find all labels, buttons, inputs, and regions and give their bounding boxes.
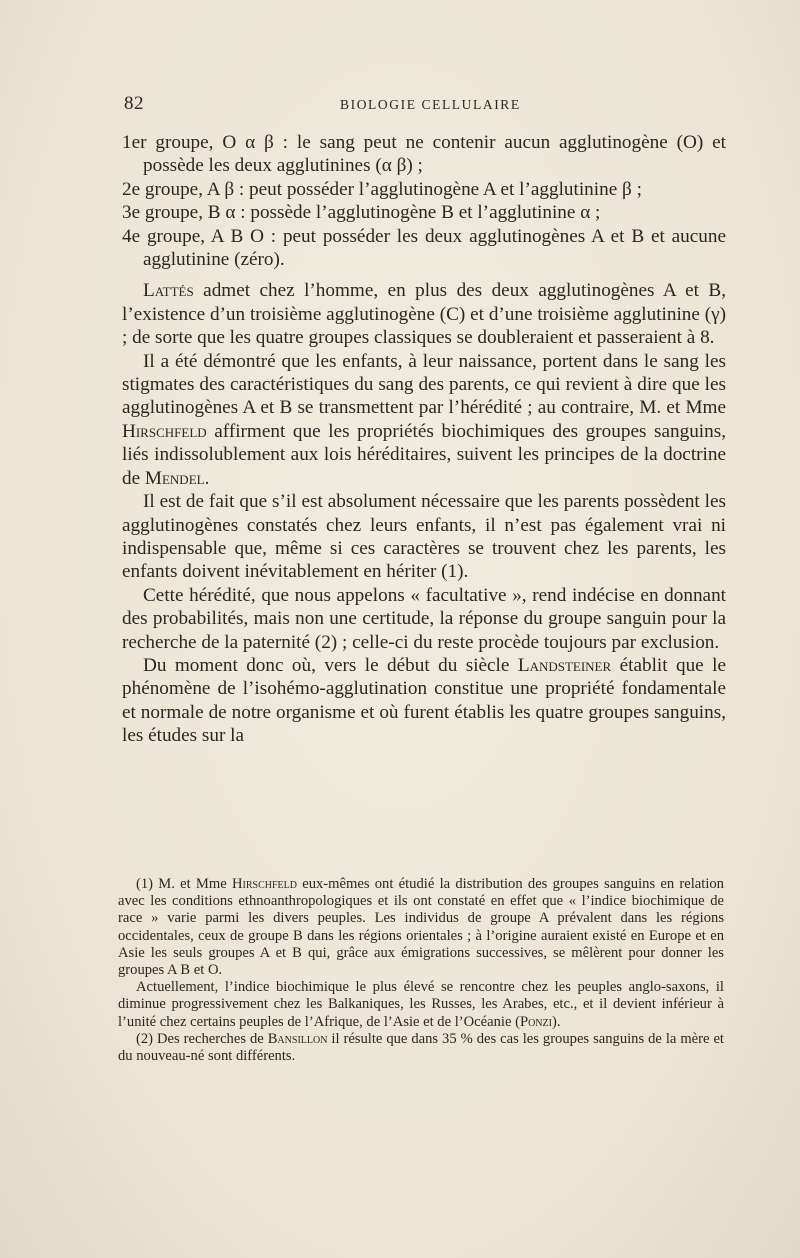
paragraph-text: admet chez l’homme, en plus des deux agglutinogènes A et B, l’existence d’un troisième agglutinogène (C) et d’une troisième agglutinine (γ) ; de sorte que les quatre groupes classiques se doubleraient et passeraient à 8. (122, 280, 726, 349)
footnote-2 (118, 1031, 724, 1065)
author-name: Hirschfeld (122, 420, 207, 442)
body-text (122, 131, 726, 748)
author-name: Bansillon (267, 1030, 328, 1047)
page-header (124, 93, 724, 117)
footnote-text: il résulte que dans 35 % des cas les groupes sanguins de la mère et du nouveau-né sont différents. (118, 1030, 724, 1065)
author-name: Landsteiner (517, 654, 612, 676)
footnote-text: ). (551, 1013, 561, 1030)
footnote-text: eux-mêmes ont étudié la distribution des groupes sanguins en relation avec les conditions ethnoanthropologiques et ils ont constaté en effet que « l’indice biochimique de race » varie parmi les divers peuples. Les individus de groupe A prévalent dans les régions occidentales, ceux de groupe B dans les régions orientales ; à l’origine auraient existé en Europe et en Asie les seuls groupes A et B qui, grâce aux émigrations successives, se mêlèrent pour donner les groupes A B et O. (118, 876, 724, 979)
author-name: Mendel (144, 467, 205, 489)
group-item-1: 1er groupe, O α β : le sang peut ne contenir aucun agglutinogène (O) et possède les deux agglutinines (α β) ; (122, 132, 726, 177)
group-item-4: 4e groupe, A B O : peut posséder les deux agglutinogènes A et B et aucune agglutinine (zéro). (122, 225, 726, 271)
page-number: 82 (124, 93, 144, 114)
paragraph-text: . (204, 467, 210, 489)
paragraph-text: Du moment donc où, vers le début du siècle (143, 654, 518, 676)
paragraph-text: établit que le phénomène de l’isohémo-agglutination constitue une propriété fondamentale et normale de notre organisme et où furent établis les quatre groupes sanguins, les études sur la (122, 654, 726, 747)
paragraph-landsteiner (122, 654, 726, 748)
blood-group-list (122, 131, 726, 271)
paragraph-heredity (122, 350, 726, 490)
running-head: BIOLOGIE CELLULAIRE (340, 97, 521, 112)
footnotes (118, 876, 724, 1065)
author-name: Hirschfeld (231, 876, 297, 892)
paragraph-text: affirment que les propriétés biochimiques des groupes sanguins, liés indissolublement aux lois héréditaires, suivent les principes de la doctrine de (122, 420, 726, 489)
footnote-text: Actuellement, l’indice biochimique le plus élevé se rencontre chez les peuples anglo-saxons, il diminue progressivement chez les Balkaniques, les Russes, les Arabes, etc., et il devient inférieur à l’unité chez certains peuples de l’Afrique, de l’Asie et de l’Océanie ( (118, 979, 724, 1030)
footnote-1 (118, 876, 724, 979)
paragraph-facultative: Cette hérédité, que nous appelons « facultative », rend indécise en donnant des probabilités, mais non une certitude, la réponse du groupe sanguin pour la recherche de la paternité (2) ; celle-ci du reste procède toujours par exclusion. (122, 584, 726, 653)
paragraph-necessity: Il est de fait que s’il est absolument nécessaire que les parents possèdent les agglutinogènes constatés chez leurs enfants, il n’est pas également vrai ni indispensable que, même si ces caractères se trouvent chez les parents, les enfants doivent inévitablement en hériter (1). (122, 491, 726, 583)
author-name: Lattés (143, 280, 194, 302)
author-name: Ponzi (519, 1013, 552, 1030)
paragraph-lattes (122, 279, 726, 349)
footnote-text: (1) M. et Mme (136, 876, 232, 892)
group-item-2: 2e groupe, A β : peut posséder l’agglutinogène A et l’agglutinine β ; (122, 178, 642, 200)
paragraph-text: Il a été démontré que les enfants, à leur naissance, portent dans le sang les stigmates des caractéristiques du sang des parents, ce qui revient à dire que les agglutinogènes A et B se transmettent par l’hérédité ; au contraire, M. et Mme (122, 350, 726, 419)
footnote-text: (2) Des recherches de (136, 1030, 268, 1047)
group-item-3: 3e groupe, B α : possède l’agglutinogène B et l’agglutinine α ; (122, 202, 601, 224)
footnote-1-continued (118, 979, 724, 1031)
